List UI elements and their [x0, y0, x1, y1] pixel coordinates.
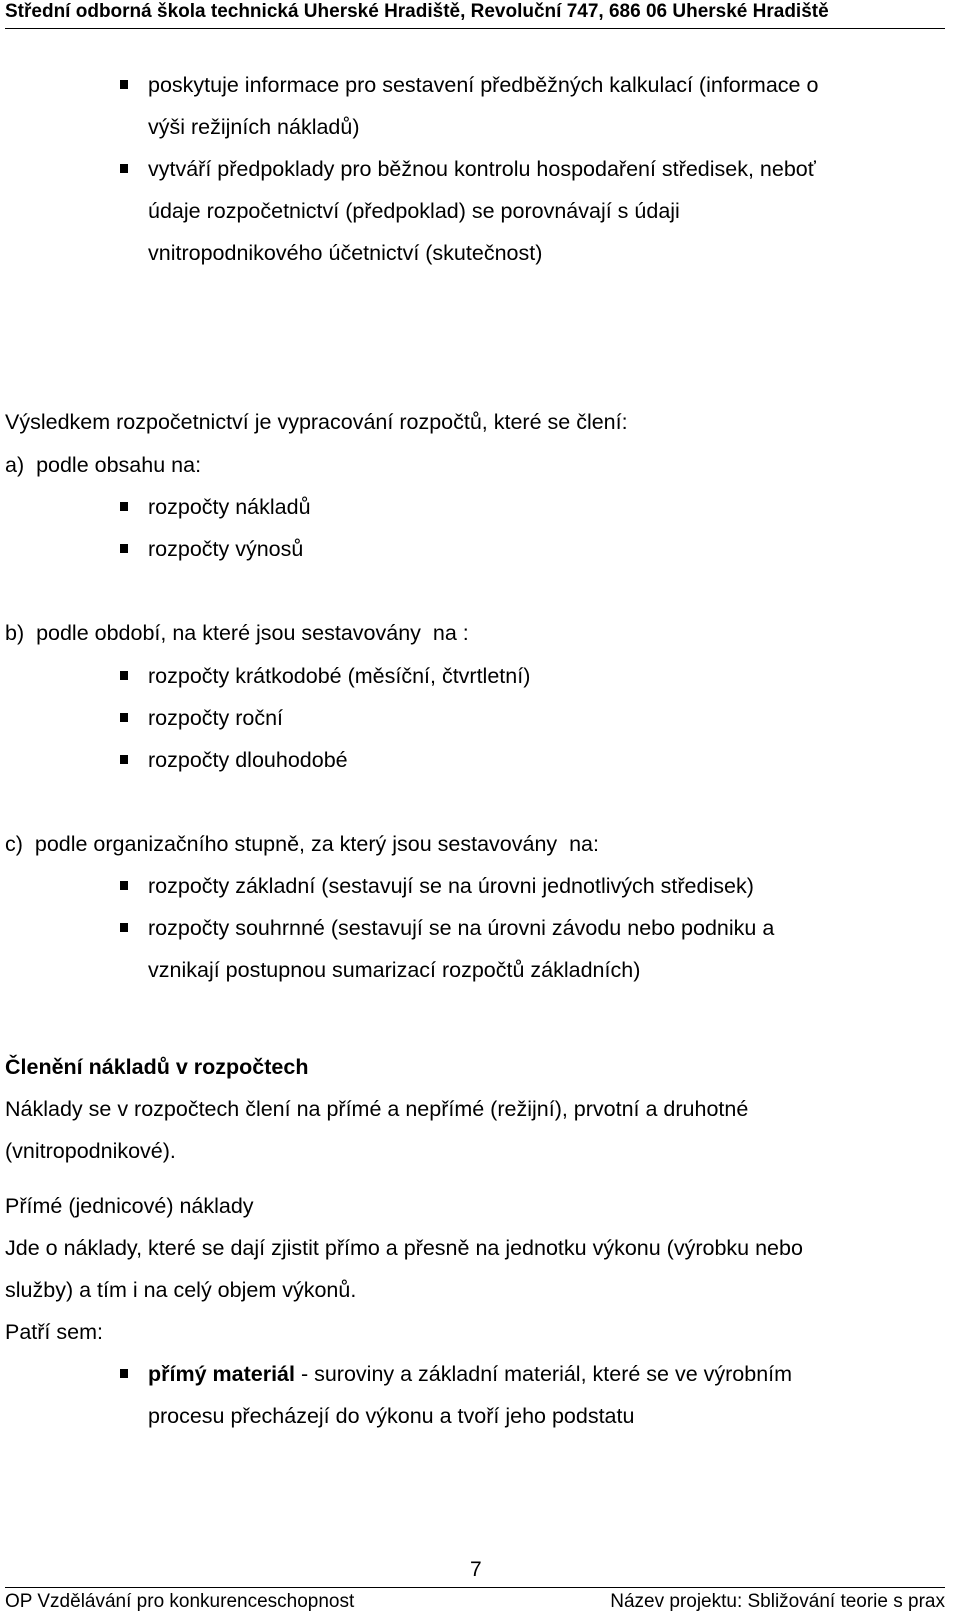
section-c-heading: c) podle organizačního stupně, za který jsou sestavovány na:	[5, 832, 599, 856]
intro-bullet-2-line-2: údaje rozpočetnictví (předpoklad) se porovnávají s údaji	[148, 199, 680, 223]
costs-paragraph-line-2: (vnitropodnikové).	[5, 1139, 176, 1163]
bullet-icon	[120, 881, 128, 890]
footer-project: Název projektu: Sbližování teorie s prax	[610, 1591, 945, 1612]
direct-costs-title: Přímé (jednicové) náklady	[5, 1194, 254, 1218]
bullet-icon	[120, 755, 128, 764]
direct-material-desc: - suroviny a základní materiál, které se ve výrobním	[294, 1362, 793, 1386]
direct-costs-line-1: Jde o náklady, které se dají zjistit přímo a přesně na jednotku výkonu (výrobku nebo	[5, 1236, 803, 1260]
section-a-item: rozpočty nákladů	[148, 495, 311, 519]
costs-paragraph-line-1: Náklady se v rozpočtech člení na přímé a nepřímé (režijní), prvotní a druhotné	[5, 1097, 749, 1121]
bullet-icon	[120, 1369, 128, 1378]
intro-bullet-1-line-1: poskytuje informace pro sestavení předběžných kalkulací (informace o	[148, 73, 819, 97]
bullet-icon	[120, 502, 128, 511]
section-b-item: rozpočty dlouhodobé	[148, 748, 348, 772]
result-intro: Výsledkem rozpočetnictví je vypracování rozpočtů, které se člení:	[5, 410, 628, 434]
bullet-icon	[120, 164, 128, 173]
section-c-item-2-line-1: rozpočty souhrnné (sestavují se na úrovni závodu nebo podniku a	[148, 916, 775, 940]
bullet-icon	[120, 80, 128, 89]
bullet-icon	[120, 923, 128, 932]
bullet-icon	[120, 671, 128, 680]
section-a-heading: a) podle obsahu na:	[5, 453, 202, 477]
footer-divider	[5, 1587, 945, 1588]
section-b-heading: b) podle období, na které jsou sestavovány na :	[5, 621, 469, 645]
direct-material-line-2: procesu přecházejí do výkonu a tvoří jeho podstatu	[148, 1404, 635, 1428]
page-header: Střední odborná škola technická Uherské Hradiště, Revoluční 747, 686 06 Uherské Hradiště	[5, 0, 945, 29]
direct-material-item	[148, 1361, 792, 1387]
direct-material-term: přímý materiál	[148, 1362, 295, 1386]
intro-bullet-2-line-3: vnitropodnikového účetnictví (skutečnost)	[148, 241, 543, 265]
section-b-item: rozpočty krátkodobé (měsíční, čtvrtletní)	[148, 664, 531, 688]
section-c-item-1: rozpočty základní (sestavují se na úrovni jednotlivých středisek)	[148, 874, 754, 898]
belongs-label: Patří sem:	[5, 1320, 103, 1344]
direct-costs-line-2: služby) a tím i na celý objem výkonů.	[5, 1278, 357, 1302]
section-a-item: rozpočty výnosů	[148, 537, 304, 561]
section-c-item-2-line-2: vznikají postupnou sumarizací rozpočtů základních)	[148, 958, 641, 982]
footer-program: OP Vzdělávání pro konkurenceschopnost	[5, 1591, 355, 1612]
intro-bullet-2-line-1: vytváří předpoklady pro běžnou kontrolu hospodaření středisek, neboť	[148, 157, 816, 181]
page-number: 7	[470, 1558, 482, 1581]
costs-section-title: Členění nákladů v rozpočtech	[5, 1055, 309, 1079]
bullet-icon	[120, 544, 128, 553]
bullet-icon	[120, 713, 128, 722]
intro-bullet-1-line-2: výši režijních nákladů)	[148, 115, 360, 139]
section-b-item: rozpočty roční	[148, 706, 284, 730]
